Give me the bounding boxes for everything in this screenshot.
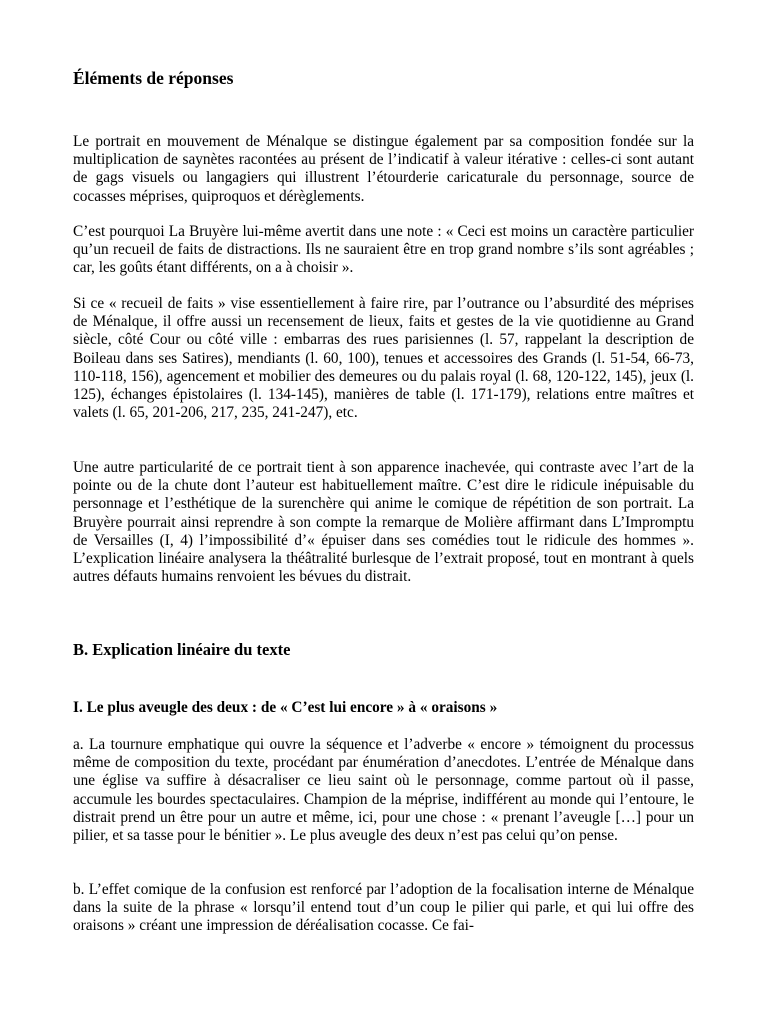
- paragraph-recueil-de-faits: Si ce « recueil de faits » vise essentiellement à faire rire, par l’outrance ou l’absurdité des méprises de Ménalque, il offre aussi un recensement de lieux, faits et gestes de la vie quotidienne au Grand siècle, côté Cour ou côté ville : embarras des rues parisiennes (l. 57, rappelant la description de Boileau dans ses Satires), mendiants (l. 60, 100), tenues et accessoires des Grands (l. 51-54, 66-73, 110-118, 156), agencement et mobilier des demeures ou du palais royal (l. 68, 120-122, 145), jeux (l. 125), échanges épistolaires (l. 134-145), manières de table (l. 171-179), relations entre maîtres et valets (l. 65, 201-206, 217, 235, 241-247), etc.: [73, 295, 694, 422]
- paragraph-composition: Le portrait en mouvement de Ménalque se distingue également par sa composition fondée sur la multiplication de saynètes racontées au présent de l’indicatif à valeur itérative : celles-ci sont autant de gags visuels ou langagiers qui illustrent l’étourderie caricaturale du personnage, source de cocasses méprises, quiproquos et dérèglements.: [73, 133, 694, 205]
- heading-plus-aveugle: I. Le plus aveugle des deux : de « C’est lui encore » à « oraisons »: [73, 699, 498, 716]
- paragraph-b-effet-comique: b. L’effet comique de la confusion est renforcé par l’adoption de la focalisation interne de Ménalque dans la suite de la phrase « lorsqu’il entend tout d’un coup le pilier qui parle, et qui lui offre des oraisons » créant une impression de déréalisation cocasse. Ce fai-: [73, 881, 694, 935]
- paragraph-a-tournure-emphatique: a. La tournure emphatique qui ouvre la séquence et l’adverbe « encore » témoignent du processus même de composition du texte, procédant par énumération d’anecdotes. L’entrée de Ménalque dans une église va suffire à désacraliser ce lieu saint où le personnage, comme partout où il passe, accumule les bourdes spectaculaires. Champion de la méprise, indifférent au monde qui l’entoure, le distrait prend un être pour un autre et même, ici, pour une chose : « prenant l’aveugle […] pour un pilier, et sa tasse pour le bénitier ». Le plus aveugle des deux n’est pas celui qu’on pense.: [73, 736, 694, 845]
- paragraph-note-la-bruyere: C’est pourquoi La Bruyère lui-même avertit dans une note : « Ceci est moins un caractère particulier qu’un recueil de faits de distractions. Ils ne sauraient être en trop grand nombre s’ils sont agréables ; car, les goûts étant différents, on a à choisir ».: [73, 223, 694, 277]
- heading-elements-de-reponses: Éléments de réponses: [73, 68, 234, 88]
- paragraph-apparence-inachevee: Une autre particularité de ce portrait tient à son apparence inachevée, qui contraste avec l’art de la pointe ou de la chute dont l’auteur est habituellement maître. C’est dire le ridicule inépuisable du personnage et l’esthétique de la surenchère qui anime le comique de répétition de son portrait. La Bruyère pourrait ainsi reprendre à son compte la remarque de Molière affirmant dans L’Impromptu de Versailles (I, 4) l’impossibilité d’« épuiser dans ses comédies tout le ridicule des hommes ». L’explication linéaire analysera la théâtralité burlesque de l’extrait proposé, tout en montrant à quels autres défauts humains renvoient les bévues du distrait.: [73, 459, 694, 586]
- heading-explication-lineaire: B. Explication linéaire du texte: [73, 640, 291, 659]
